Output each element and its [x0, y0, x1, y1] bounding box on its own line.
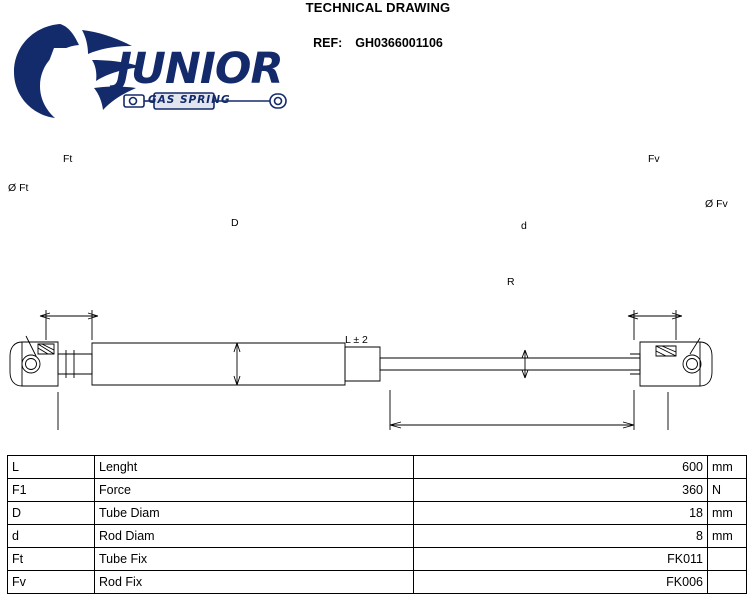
label-diameter-ft: Ø Ft	[8, 182, 29, 194]
gas-spring-drawing	[0, 140, 756, 430]
drawing-svg	[0, 140, 756, 430]
label-rod-fix: Fv	[648, 153, 660, 165]
cell-name: Rod Diam	[95, 525, 414, 548]
cell-symbol: d	[8, 525, 95, 548]
table-row	[8, 456, 747, 479]
cell-name: Tube Diam	[95, 502, 414, 525]
cell-value: FK006	[414, 571, 708, 594]
cell-name: Rod Fix	[95, 571, 414, 594]
brand-name: JUNIOR	[116, 44, 283, 94]
cell-value: 360	[414, 479, 708, 502]
cell-unit: mm	[708, 502, 747, 525]
table-row	[8, 548, 747, 571]
cell-unit: mm	[708, 525, 747, 548]
brand-tagline: GAS SPRING	[148, 94, 231, 106]
cell-unit	[708, 548, 747, 571]
table-row	[8, 571, 747, 594]
label-stroke: R	[507, 276, 515, 288]
label-diameter-fv: Ø Fv	[705, 198, 728, 210]
label-tube-diam: D	[231, 217, 239, 229]
label-length: L ± 2	[345, 334, 368, 346]
table-row	[8, 502, 747, 525]
cell-symbol: Fv	[8, 571, 95, 594]
cell-unit: N	[708, 479, 747, 502]
cell-symbol: Ft	[8, 548, 95, 571]
cell-value: 600	[414, 456, 708, 479]
cell-value: 18	[414, 502, 708, 525]
specification-table	[7, 455, 747, 594]
reference-value: GH0366001106	[355, 36, 443, 50]
cell-unit	[708, 571, 747, 594]
label-rod-diam: d	[521, 220, 527, 232]
page-title: TECHNICAL DRAWING	[305, 0, 451, 15]
brand-logo	[8, 18, 288, 133]
reference-label: REF:	[313, 36, 343, 50]
cell-unit: mm	[708, 456, 747, 479]
table-body	[8, 456, 747, 594]
cell-name: Lenght	[95, 456, 414, 479]
gas-spring-graphic-icon	[120, 90, 290, 112]
table-row	[8, 479, 747, 502]
cell-symbol: L	[8, 456, 95, 479]
table-row	[8, 525, 747, 548]
label-tube-fix: Ft	[63, 153, 73, 165]
cell-symbol: F1	[8, 479, 95, 502]
cell-symbol: D	[8, 502, 95, 525]
cell-value: 8	[414, 525, 708, 548]
cell-name: Tube Fix	[95, 548, 414, 571]
cell-name: Force	[95, 479, 414, 502]
cell-value: FK011	[414, 548, 708, 571]
